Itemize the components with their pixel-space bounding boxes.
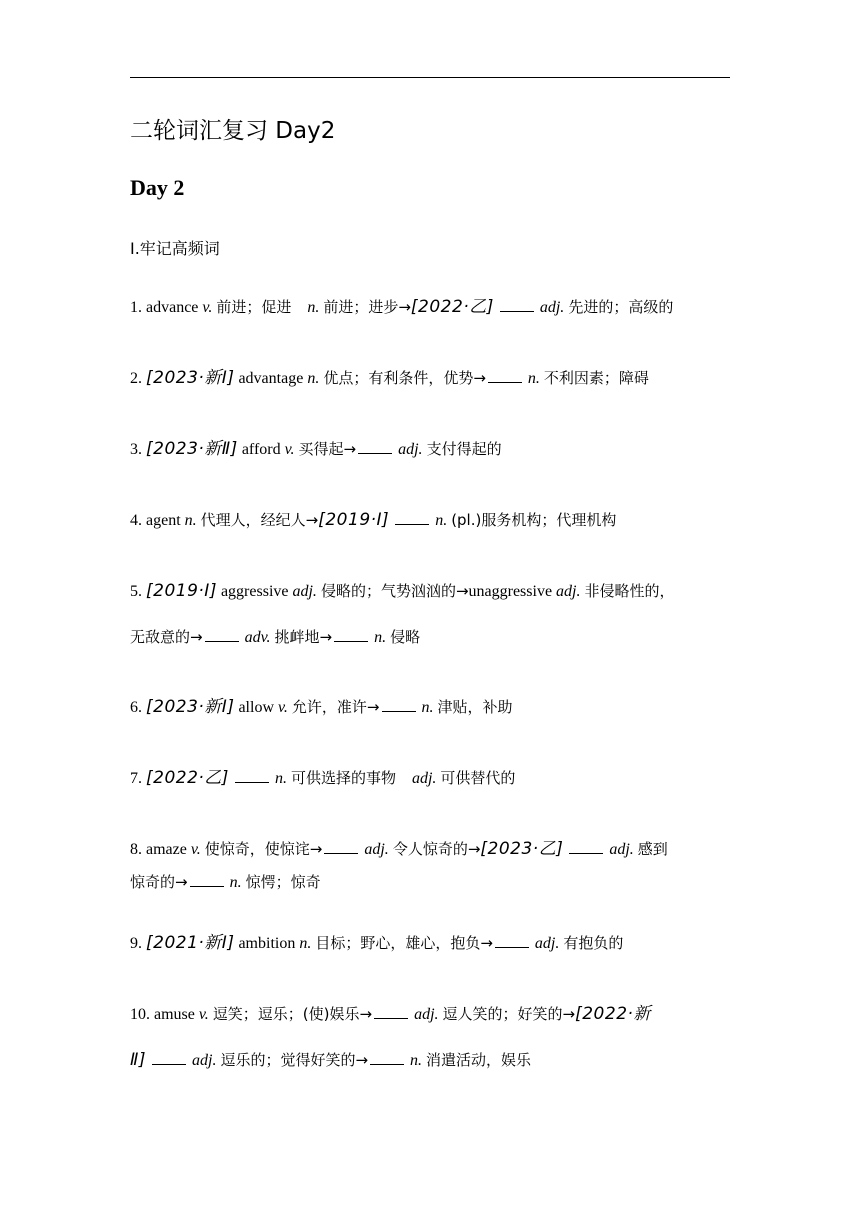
answer-blank[interactable] <box>382 697 416 712</box>
item-text: 1. <box>130 299 142 316</box>
exam-tag: Ⅱ] <box>130 1050 146 1070</box>
chinese-definition: 代理人，经纪人→ <box>200 511 319 529</box>
answer-blank[interactable] <box>374 1004 408 1019</box>
answer-blank[interactable] <box>488 368 522 383</box>
chinese-definition: 支付得起的 <box>426 440 502 458</box>
answer-blank[interactable] <box>324 839 358 854</box>
chinese-definition: 逗乐的；觉得好笑的→ <box>220 1051 369 1069</box>
answer-blank[interactable] <box>500 297 534 312</box>
item-text: advance <box>146 299 199 316</box>
answer-blank[interactable] <box>152 1050 186 1065</box>
part-of-speech: v. <box>284 441 295 458</box>
part-of-speech: n. <box>527 370 540 387</box>
chinese-definition: 可供替代的 <box>440 769 516 787</box>
part-of-speech: n. <box>435 512 448 529</box>
answer-blank[interactable] <box>190 872 224 887</box>
chinese-definition: 不利因素；障碍 <box>543 369 649 387</box>
vocab-item-4 <box>130 509 616 532</box>
item-text: 9. <box>130 935 142 952</box>
vocab-item-1 <box>130 296 673 319</box>
chinese-definition: 惊愕；惊奇 <box>245 873 321 891</box>
chinese-definition: 允许，准许→ <box>291 698 380 716</box>
vocab-item-8-cont <box>130 871 321 894</box>
vocab-item-5-cont <box>130 626 420 649</box>
part-of-speech: n. <box>374 629 387 646</box>
item-text: ambition <box>238 935 296 952</box>
answer-blank[interactable] <box>358 439 392 454</box>
chinese-definition: 使惊奇，使惊诧→ <box>204 840 323 858</box>
part-of-speech: v. <box>190 841 201 858</box>
item-text: 3. <box>130 441 142 458</box>
chinese-definition: 令人惊奇的→ <box>392 840 481 858</box>
vocab-item-10 <box>130 1003 651 1026</box>
part-of-speech: adj. <box>539 299 565 316</box>
part-of-speech: n. <box>410 1052 423 1069</box>
vocab-item-9 <box>130 932 623 955</box>
item-text: 7. <box>130 770 142 787</box>
chinese-definition: 前进；促进 <box>216 298 292 316</box>
header-rule <box>130 77 730 78</box>
answer-blank[interactable] <box>370 1050 404 1065</box>
item-text: amaze <box>146 841 187 858</box>
chinese-definition: 感到 <box>637 840 668 858</box>
chinese-definition: 前进；进步→ <box>323 298 411 316</box>
answer-blank[interactable] <box>235 768 269 783</box>
chinese-definition: 优点；有利条件，优势→ <box>323 369 486 387</box>
chinese-definition: 消遣活动，娱乐 <box>426 1051 532 1069</box>
chinese-definition: 有抱负的 <box>563 934 624 952</box>
vocab-item-8 <box>130 838 668 861</box>
part-of-speech: adj. <box>364 841 389 858</box>
exam-tag: [2019·Ⅰ] <box>318 510 390 530</box>
chinese-definition: (pl.)服务机构；代理机构 <box>451 511 617 529</box>
vocab-item-10-cont <box>130 1049 531 1072</box>
part-of-speech: n. <box>307 370 320 387</box>
part-of-speech: v. <box>278 699 288 716</box>
chinese-definition: 非侵略性的， <box>584 582 675 600</box>
part-of-speech: adj. <box>192 1052 217 1069</box>
item-text: 8. <box>130 841 142 858</box>
item-text: amuse <box>154 1006 195 1023</box>
exam-tag: [2022·新 <box>575 1004 651 1024</box>
answer-blank[interactable] <box>205 627 239 642</box>
part-of-speech: adj. <box>411 770 437 787</box>
item-text: 5. <box>130 583 142 600</box>
part-of-speech: adj. <box>292 583 317 600</box>
chinese-definition: 无敌意的→ <box>130 628 203 646</box>
item-text: 10. <box>130 1006 150 1023</box>
chinese-definition: 可供选择的事物 <box>290 769 396 787</box>
item-text: agent <box>146 512 181 529</box>
part-of-speech: n. <box>299 935 312 952</box>
item-text: unaggressive <box>468 583 553 600</box>
exam-tag: [2021·新Ⅰ] <box>146 933 235 953</box>
part-of-speech: n. <box>229 874 242 891</box>
exam-tag: [2023·新Ⅰ] <box>146 368 235 388</box>
vocab-item-2 <box>130 367 649 390</box>
part-of-speech: adj. <box>534 935 560 952</box>
item-text: allow <box>238 699 274 716</box>
vocab-item-5 <box>130 580 675 603</box>
chinese-definition: 先进的；高级的 <box>568 298 674 316</box>
exam-tag: [2023·乙] <box>480 839 564 859</box>
chinese-definition: 侵略的；气势汹汹的→ <box>320 582 469 600</box>
chinese-definition: 目标；野心，雄心，抱负→ <box>315 934 493 952</box>
answer-blank[interactable] <box>495 933 529 948</box>
part-of-speech: adv. <box>244 629 271 646</box>
part-of-speech: n. <box>307 299 320 316</box>
exam-tag: [2023·新Ⅰ] <box>146 697 235 717</box>
chinese-definition: 逗笑；逗乐；(使)娱乐→ <box>212 1005 373 1023</box>
part-of-speech: adj. <box>414 1006 439 1023</box>
vocab-item-3 <box>130 438 502 461</box>
item-text: 6. <box>130 699 142 716</box>
vocab-item-6 <box>130 696 513 719</box>
part-of-speech: n. <box>421 699 434 716</box>
part-of-speech: v. <box>202 299 213 316</box>
part-of-speech: v. <box>198 1006 209 1023</box>
item-text: 2. <box>130 370 142 387</box>
exam-tag: [2022·乙] <box>410 297 494 317</box>
item-text: aggressive <box>220 583 289 600</box>
answer-blank[interactable] <box>569 839 603 854</box>
chinese-definition: 逗人笑的；好笑的→ <box>442 1005 576 1023</box>
vocab-item-7 <box>130 767 515 790</box>
document-title: 二轮词汇复习 Day2 <box>130 118 336 144</box>
part-of-speech: adj. <box>609 841 634 858</box>
part-of-speech: n. <box>184 512 197 529</box>
item-text: afford <box>241 441 281 458</box>
exam-tag: [2023·新Ⅱ] <box>146 439 238 459</box>
day-heading: Day 2 <box>130 175 185 200</box>
item-text: advantage <box>238 370 304 387</box>
exam-tag: [2019·Ⅰ] <box>146 581 217 601</box>
section-heading: Ⅰ.牢记高频词 <box>130 239 220 258</box>
chinese-definition: 挑衅地→ <box>274 628 333 646</box>
exam-tag: [2022·乙] <box>146 768 229 788</box>
part-of-speech: adj. <box>556 583 581 600</box>
item-text: 4. <box>130 512 142 529</box>
part-of-speech: n. <box>274 770 287 787</box>
part-of-speech: adj. <box>398 441 423 458</box>
chinese-definition: 惊奇的→ <box>130 873 188 891</box>
chinese-definition: 买得起→ <box>298 440 357 458</box>
chinese-definition: 侵略 <box>390 628 421 646</box>
chinese-definition: 津贴，补助 <box>437 698 513 716</box>
answer-blank[interactable] <box>395 510 429 525</box>
answer-blank[interactable] <box>334 627 368 642</box>
